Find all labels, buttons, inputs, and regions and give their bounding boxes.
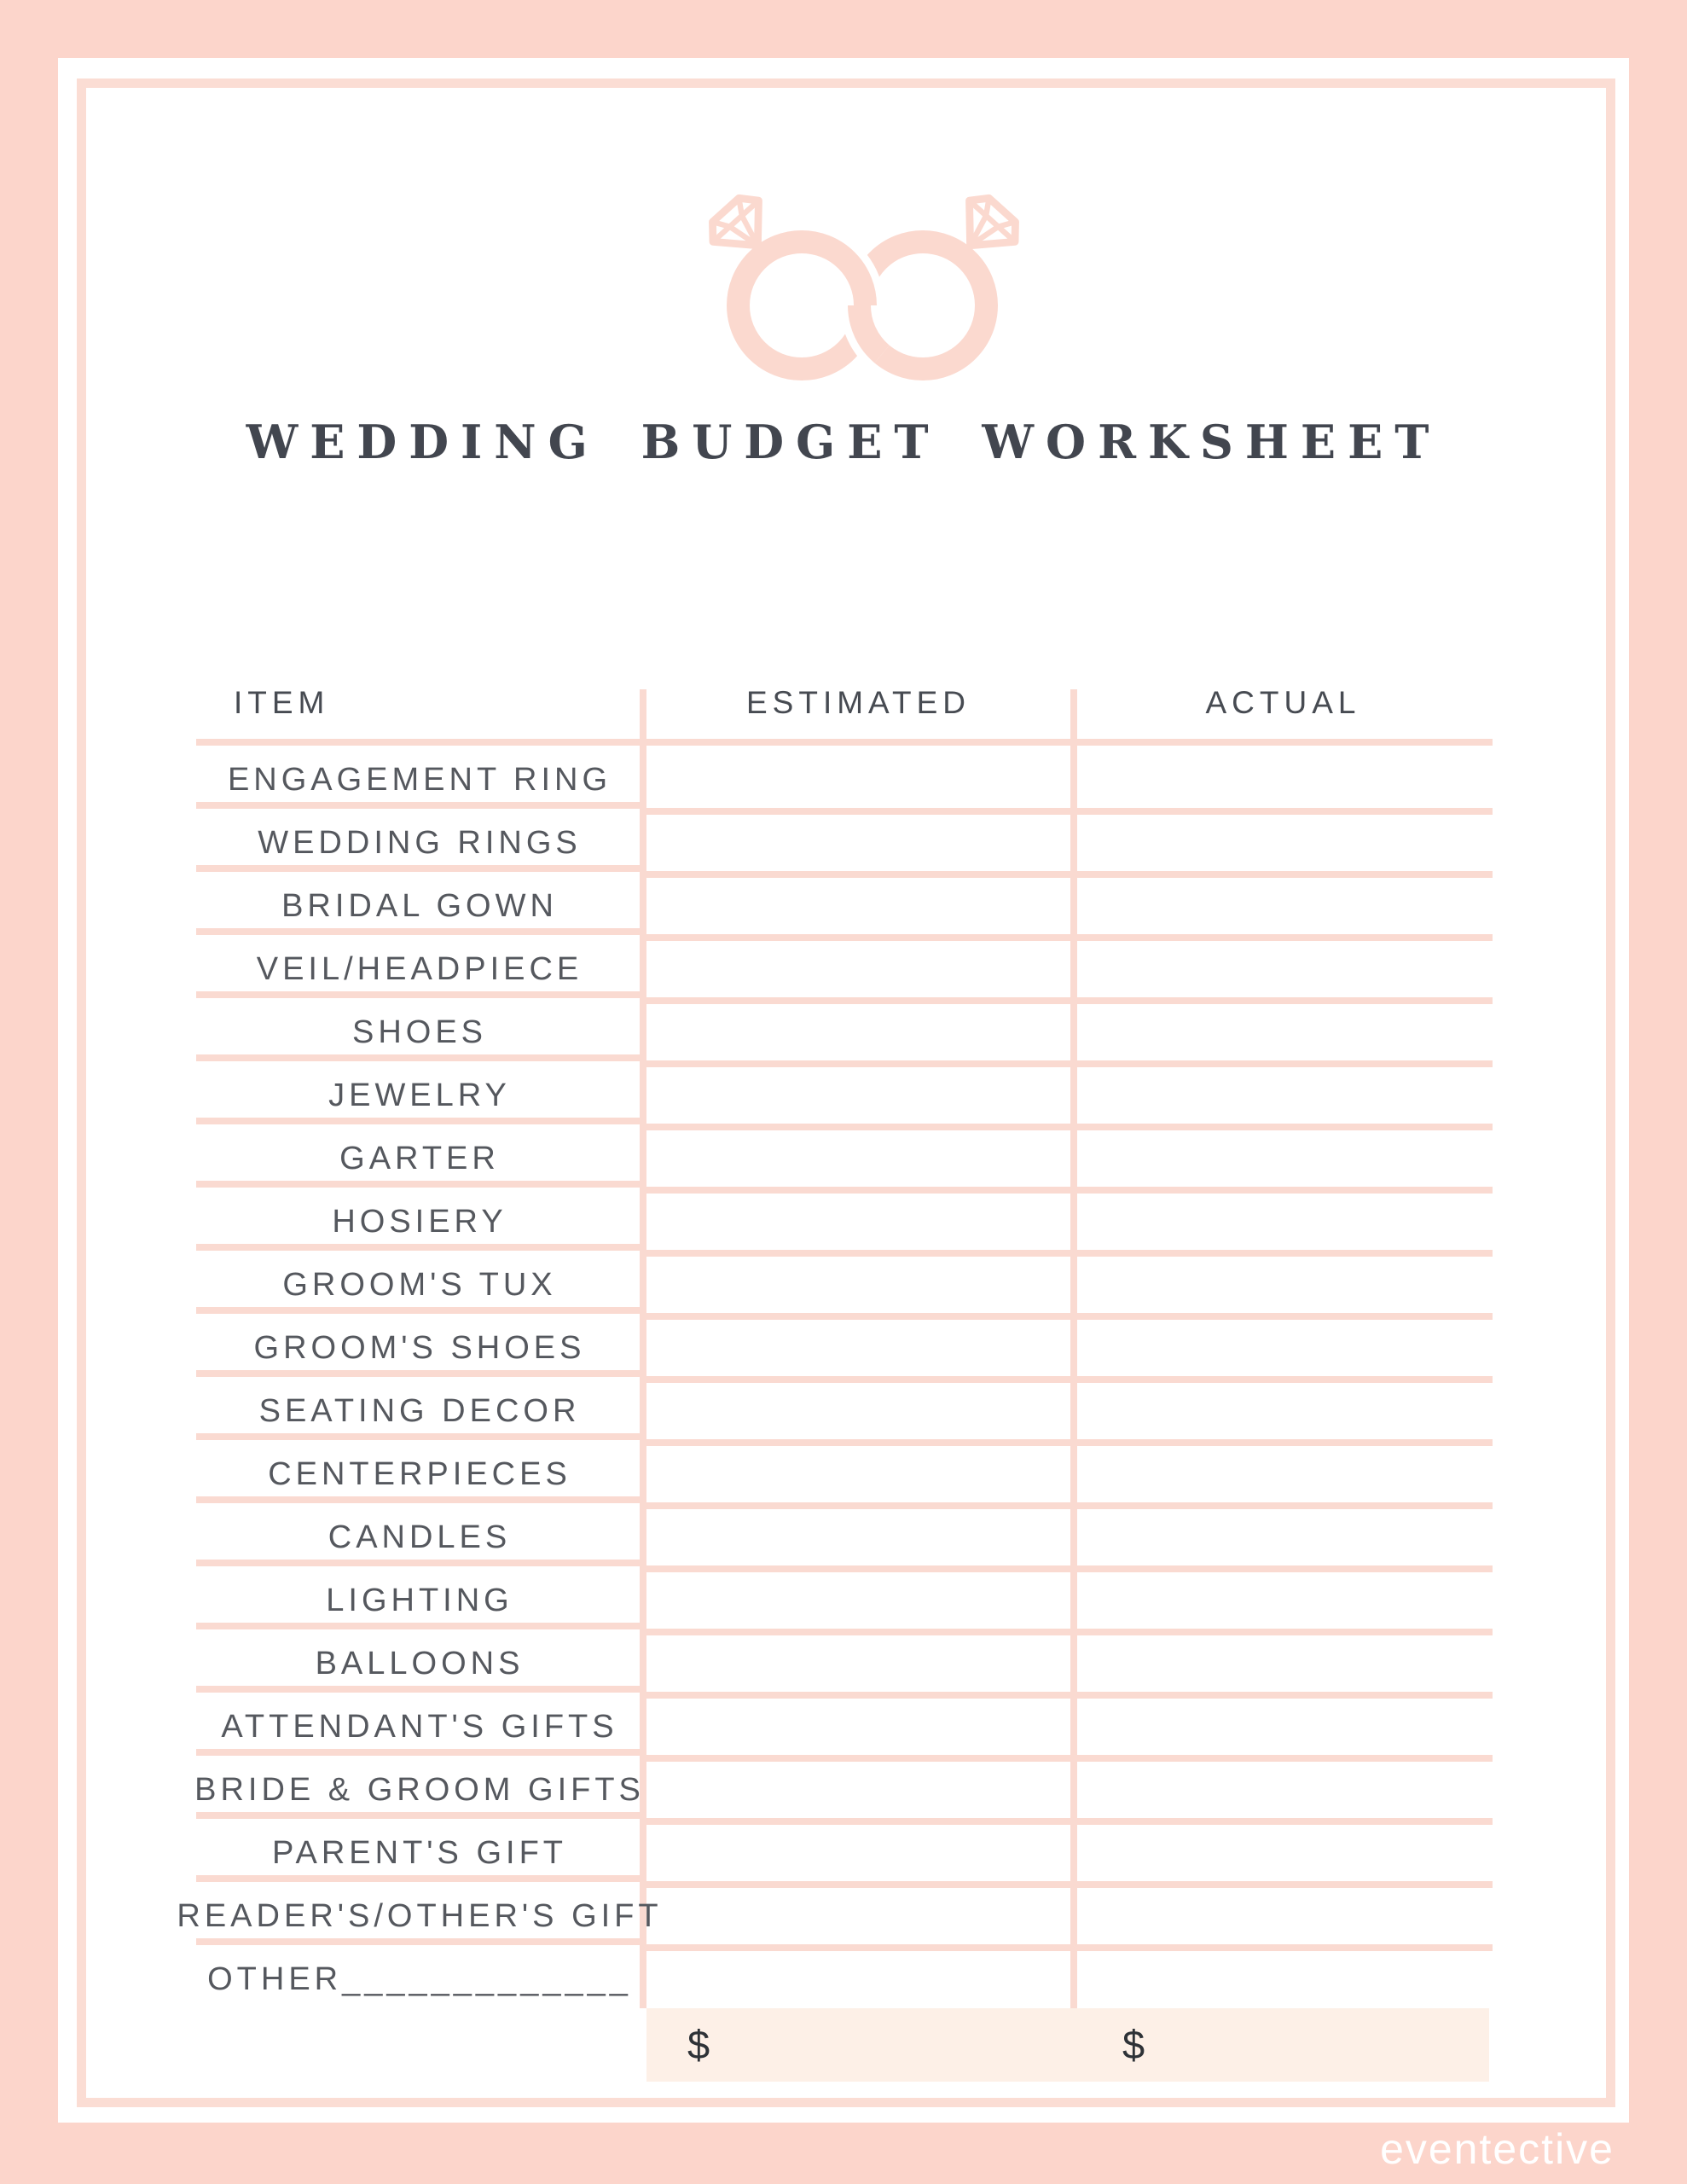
item-label: GROOM'S SHOES (253, 1329, 586, 1366)
wedding-rings-icon (657, 177, 1032, 391)
item-label: CANDLES (328, 1519, 512, 1555)
estimated-cell (643, 746, 1074, 809)
estimated-total-dollar-sign: $ (687, 2022, 710, 2067)
actual-total-dollar-sign: $ (1122, 2022, 1145, 2067)
actual-cell (1074, 935, 1493, 998)
actual-cell (1074, 1693, 1493, 1756)
estimated-cell (643, 1882, 1074, 1945)
item-label: PARENT'S GIFT (271, 1834, 567, 1871)
item-label: OTHER_____________ (207, 1960, 632, 1997)
estimated-cell (643, 1251, 1074, 1314)
table-row (196, 1314, 1493, 1377)
item-label: VEIL/HEADPIECE (256, 950, 583, 987)
table-row (196, 1124, 1493, 1188)
table-row (196, 1440, 1493, 1503)
item-label: WEDDING RINGS (258, 824, 582, 861)
item-label: BALLOONS (315, 1645, 525, 1682)
item-label: JEWELRY (328, 1077, 511, 1113)
estimated-cell (643, 1693, 1074, 1756)
table-row (196, 1061, 1493, 1124)
table-row (177, 1882, 1493, 1945)
estimated-cell (643, 1503, 1074, 1566)
estimated-cell (643, 1945, 1074, 2008)
column-header-item: ITEM (234, 685, 330, 720)
table-row (196, 746, 1493, 809)
estimated-cell (643, 1819, 1074, 1882)
estimated-cell (643, 935, 1074, 998)
table-row (196, 1756, 1493, 1819)
budget-table (177, 685, 1493, 2082)
estimated-cell (643, 872, 1074, 935)
actual-cell (1074, 1503, 1493, 1566)
actual-cell (1074, 1819, 1493, 1882)
totals-band (646, 2008, 1489, 2082)
item-label: BRIDE & GROOM GIFTS (194, 1771, 645, 1808)
item-label: ENGAGEMENT RING (227, 761, 612, 798)
watermark-logo: eventective (1380, 2125, 1615, 2173)
table-row (196, 1377, 1493, 1440)
actual-cell (1074, 1377, 1493, 1440)
actual-cell (1074, 1314, 1493, 1377)
actual-cell (1074, 1440, 1493, 1503)
table-row (196, 998, 1493, 1061)
estimated-cell (643, 809, 1074, 872)
table-row (196, 809, 1493, 872)
item-label: HOSIERY (332, 1203, 507, 1240)
column-header-estimated: ESTIMATED (746, 685, 971, 720)
item-label: READER'S/OTHER'S GIFT (177, 1897, 663, 1934)
item-label: CENTERPIECES (268, 1455, 571, 1492)
page-title: WEDDING BUDGET WORKSHEET (246, 415, 1441, 469)
item-label: SHOES (351, 1014, 488, 1050)
estimated-cell (643, 1566, 1074, 1629)
actual-cell (1074, 1061, 1493, 1124)
table-row (196, 935, 1493, 998)
column-header-actual: ACTUAL (1205, 685, 1361, 720)
table-row (196, 1819, 1493, 1882)
estimated-cell (643, 1629, 1074, 1693)
actual-cell (1074, 1882, 1493, 1945)
actual-cell (1074, 998, 1493, 1061)
item-label: GARTER (339, 1140, 500, 1176)
header-underline (196, 739, 1493, 746)
item-label: LIGHTING (326, 1582, 513, 1618)
actual-cell (1074, 1124, 1493, 1188)
actual-cell (1074, 809, 1493, 872)
actual-cell (1074, 1629, 1493, 1693)
item-label: BRIDAL GOWN (281, 887, 558, 924)
item-label: ATTENDANT'S GIFTS (221, 1708, 618, 1745)
estimated-cell (643, 1061, 1074, 1124)
estimated-cell (643, 1188, 1074, 1251)
item-label: GROOM'S TUX (282, 1266, 557, 1303)
table-row (196, 1566, 1493, 1629)
table-row (196, 1503, 1493, 1566)
actual-cell (1074, 1566, 1493, 1629)
estimated-cell (643, 998, 1074, 1061)
actual-cell (1074, 1945, 1493, 2008)
actual-cell (1074, 1756, 1493, 1819)
table-row (196, 1251, 1493, 1314)
item-label: SEATING DECOR (258, 1392, 581, 1429)
table-row (196, 1188, 1493, 1251)
table-row (196, 1629, 1493, 1693)
table-rows (177, 746, 1493, 2008)
table-row (196, 1945, 1493, 2008)
actual-cell (1074, 1188, 1493, 1251)
actual-cell (1074, 872, 1493, 935)
actual-cell (1074, 746, 1493, 809)
actual-cell (1074, 1251, 1493, 1314)
estimated-cell (643, 1314, 1074, 1377)
estimated-cell (643, 1440, 1074, 1503)
estimated-cell (643, 1377, 1074, 1440)
estimated-cell (643, 1124, 1074, 1188)
table-row (196, 872, 1493, 935)
estimated-cell (643, 1756, 1074, 1819)
table-row (196, 1693, 1493, 1756)
